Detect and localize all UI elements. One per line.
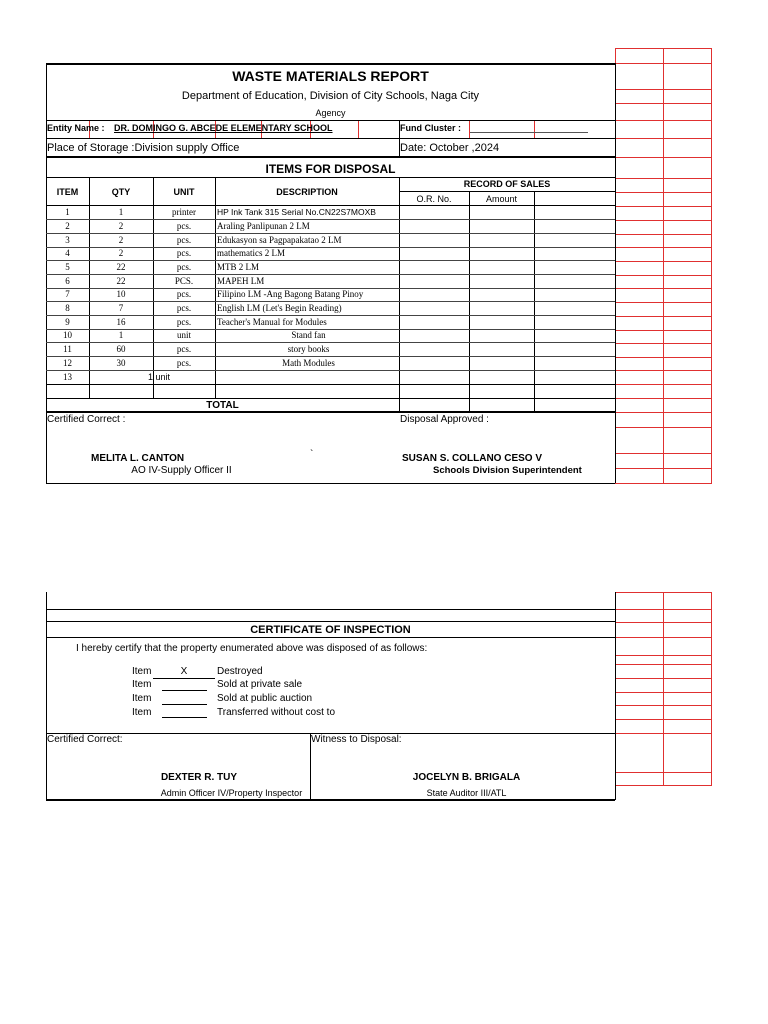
cell-qty: 10: [116, 289, 126, 299]
cell-item: 1: [65, 207, 70, 217]
department-name: Department of Education, Division of City Schools, Naga City: [181, 90, 480, 102]
certified-correct-label: Certified Correct :: [47, 414, 126, 425]
cell-item: 6: [65, 276, 70, 286]
option-label: Item: [132, 666, 152, 677]
entity-name-value: DR. DOMINGO G. ABCEDE ELEMENTARY SCHOOL: [114, 123, 333, 133]
cell-description: Teacher's Manual for Modules: [217, 317, 327, 327]
option-line: [162, 704, 207, 705]
cell-description: mathematics 2 LM: [217, 248, 285, 258]
cell-description: Edukasyon sa Pagpapakatao 2 LM: [217, 235, 342, 245]
cell-description: MAPEH LM: [217, 276, 265, 286]
cell-item: 9: [65, 317, 70, 327]
inspector-name: DEXTER R. TUY: [160, 772, 238, 783]
cell-item: 4: [65, 248, 70, 258]
cell-qty: 22: [116, 262, 126, 272]
cell-unit: PCS.: [174, 276, 194, 286]
inspector-title: Admin Officer IV/Property Inspector: [160, 788, 303, 798]
col-header-qty: QTY: [111, 187, 131, 197]
cell-unit: unit: [176, 330, 191, 340]
col-header-amount: Amount: [485, 194, 518, 204]
table-row: [46, 234, 615, 247]
option-text: Sold at public auction: [217, 693, 313, 704]
certificate-certified-label: Certified Correct:: [47, 734, 123, 745]
sds-title: Schools Division Superintendent: [433, 465, 582, 476]
witness-label: Witness to Disposal:: [311, 734, 402, 745]
certificate-statement: I hereby certify that the property enumerated above was disposed of as follows:: [76, 643, 428, 654]
option-mark: X: [180, 666, 188, 677]
table-row: [46, 343, 615, 356]
option-line: [162, 717, 207, 718]
cell-unit: pcs.: [176, 262, 192, 272]
option-label: Item: [132, 679, 152, 690]
agency-label: Agency: [315, 108, 346, 118]
cell-unit: pcs.: [176, 317, 192, 327]
col-header-or-no: O.R. No.: [416, 194, 452, 204]
cell-item: 3: [65, 235, 70, 245]
option-label: Item: [132, 707, 152, 718]
cell-description: Araling Panlipunan 2 LM: [217, 221, 310, 231]
col-header-description: DESCRIPTION: [276, 187, 338, 197]
cell-item: 2: [65, 221, 70, 231]
report-date: Date: October ,2024: [400, 142, 500, 154]
cell-unit: pcs.: [176, 248, 192, 258]
auditor-name: JOCELYN B. BRIGALA: [412, 772, 521, 783]
table-row: [46, 261, 615, 274]
cell-item: 13: [63, 372, 72, 382]
col-header-unit: UNIT: [173, 187, 195, 197]
table-row: [46, 220, 615, 233]
option-text: Sold at private sale: [217, 679, 303, 690]
cell-description: MTB 2 LM: [217, 262, 260, 272]
cell-qty: 2: [118, 248, 124, 258]
cell-item: 10: [63, 330, 72, 340]
cell-qty: 2: [118, 235, 124, 245]
total-label: TOTAL: [206, 400, 239, 411]
cell-unit: pcs.: [176, 235, 192, 245]
option-text: Destroyed: [217, 666, 263, 677]
certificate-title: CERTIFICATE OF INSPECTION: [250, 624, 411, 636]
cell-description: English LM (Let's Begin Reading): [217, 303, 342, 313]
cell-qty: 1: [118, 330, 124, 340]
fund-cluster-line: [470, 132, 588, 133]
cell-item: 7: [65, 289, 70, 299]
cell-description: story books: [287, 344, 330, 354]
cell-unit: pcs.: [176, 344, 192, 354]
cell-qty: 16: [116, 317, 126, 327]
table-row: [46, 357, 615, 370]
cell-description: Filipino LM -Ang Bagong Batang Pinoy: [217, 289, 364, 299]
cell-description: HP Ink Tank 315 Serial No.CN22S7MOXB: [217, 207, 376, 217]
cell-unit: pcs.: [176, 221, 192, 231]
table-row: [46, 288, 615, 301]
cell-description: Math Modules: [282, 358, 335, 368]
cell-qty: 1: [118, 207, 124, 217]
supply-officer-title: AO IV-Supply Officer II: [131, 465, 232, 476]
cell-unit: pcs.: [176, 358, 192, 368]
cell-qty-unit: 1 unit: [148, 372, 171, 382]
cell-item: 8: [65, 303, 70, 313]
cell-item: 5: [65, 262, 70, 272]
entity-name-label: Entity Name :: [47, 123, 105, 133]
table-row: [46, 275, 615, 288]
col-header-item: ITEM: [56, 187, 79, 197]
cell-qty: 30: [116, 358, 126, 368]
cell-unit: pcs.: [176, 303, 192, 313]
cell-unit: pcs.: [176, 289, 192, 299]
option-text: Transferred without cost to: [217, 707, 336, 718]
report-title: WASTE MATERIALS REPORT: [232, 68, 429, 84]
cell-description: Stand fan: [291, 330, 326, 340]
disposal-approved-label: Disposal Approved :: [400, 414, 489, 425]
cell-qty: 7: [118, 303, 124, 313]
fund-cluster-label: Fund Cluster :: [400, 123, 461, 133]
table-row: [46, 329, 615, 342]
supply-officer-name: MELITA L. CANTON: [91, 453, 185, 464]
auditor-title: State Auditor III/ATL: [426, 788, 507, 798]
cell-qty: 2: [118, 221, 124, 231]
option-line: [162, 690, 207, 691]
col-header-record-of-sales: RECORD OF SALES: [463, 179, 551, 189]
option-label: Item: [132, 693, 152, 704]
cell-unit: printer: [172, 207, 196, 217]
cell-item: 12: [63, 358, 72, 368]
sds-name: SUSAN S. COLLANO CESO V: [402, 453, 543, 464]
cell-qty: 22: [116, 276, 126, 286]
option-line: [153, 678, 215, 679]
table-row: [46, 371, 615, 384]
items-section-title: ITEMS FOR DISPOSAL: [265, 162, 396, 176]
place-of-storage: Place of Storage :Division supply Office: [47, 142, 240, 154]
tick-mark: `: [310, 449, 314, 460]
table-row: [46, 302, 615, 315]
table-row: [46, 316, 615, 329]
table-row: [46, 247, 615, 260]
table-row: [46, 206, 615, 219]
cell-qty: 60: [116, 344, 126, 354]
cell-item: 11: [63, 344, 72, 354]
